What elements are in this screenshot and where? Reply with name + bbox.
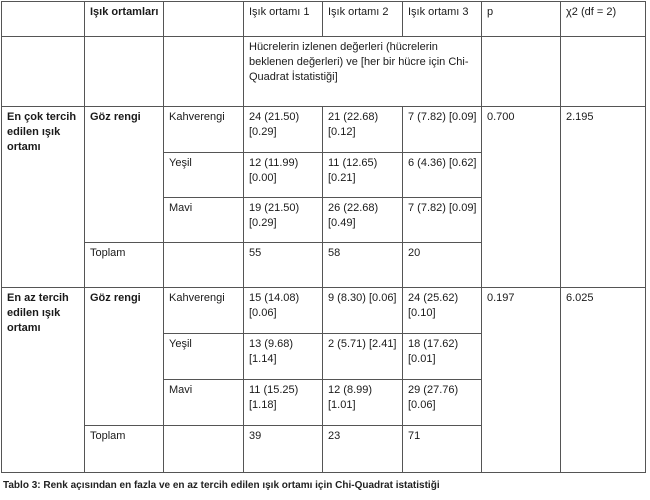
value-cell: 21 (22.68) [0.12] [323, 107, 403, 153]
total-value: 71 [403, 426, 482, 473]
value-cell: 11 (12.65) [0.21] [323, 153, 403, 198]
value-cell: 13 (9.68) [1.14] [244, 334, 323, 380]
eye-color-label: Yeşil [164, 334, 244, 380]
note-row [2, 37, 646, 107]
note-empty-5 [561, 37, 646, 107]
value-cell: 18 (17.62) [0.01] [403, 334, 482, 380]
chi2-value: 2.195 [561, 107, 646, 288]
p-value: 0.197 [482, 288, 561, 473]
header-light-3: Işık ortamı 3 [403, 2, 482, 37]
value-cell: 15 (14.08) [0.06] [244, 288, 323, 334]
header-p: p [482, 2, 561, 37]
eye-color-label: Mavi [164, 380, 244, 426]
group-title: En az tercih edilen ışık ortamı [2, 288, 85, 473]
value-cell: 24 (21.50) [0.29] [244, 107, 323, 153]
total-label: Toplam [85, 426, 164, 473]
total-value: 20 [403, 243, 482, 288]
variable-label: Göz rengi [85, 288, 164, 426]
results-table-container [1, 1, 646, 473]
table-caption: Tablo 3: Renk açısından en fazla ve en az tercih edilen ışık ortamı için Chi-Quadrat istatistiği [3, 480, 440, 491]
eye-color-label: Kahverengi [164, 288, 244, 334]
value-cell: 26 (22.68) [0.49] [323, 198, 403, 243]
eye-color-label: Yeşil [164, 153, 244, 198]
variable-label: Göz rengi [85, 107, 164, 243]
value-cell: 24 (25.62) [0.10] [403, 288, 482, 334]
total-value: 39 [244, 426, 323, 473]
total-value: 23 [323, 426, 403, 473]
header-light-2: Işık ortamı 2 [323, 2, 403, 37]
table-row [2, 288, 646, 334]
header-light-settings: Işık ortamları [85, 2, 164, 37]
header-empty-cell [164, 2, 244, 37]
total-empty-cell [164, 426, 244, 473]
value-cell: 7 (7.82) [0.09] [403, 107, 482, 153]
value-cell: 19 (21.50) [0.29] [244, 198, 323, 243]
value-cell: 6 (4.36) [0.62] [403, 153, 482, 198]
note-empty-3 [164, 37, 244, 107]
eye-color-label: Mavi [164, 198, 244, 243]
group-title: En çok tercih edilen ışık ortamı [2, 107, 85, 288]
header-light-1: Işık ortamı 1 [244, 2, 323, 37]
value-cell: 9 (8.30) [0.06] [323, 288, 403, 334]
eye-color-label: Kahverengi [164, 107, 244, 153]
value-cell: 12 (11.99) [0.00] [244, 153, 323, 198]
note-empty-1 [2, 37, 85, 107]
value-cell: 29 (27.76) [0.06] [403, 380, 482, 426]
value-cell: 11 (15.25) [1.18] [244, 380, 323, 426]
header-chi2: χ2 (df = 2) [561, 2, 646, 37]
total-empty-cell [164, 243, 244, 288]
total-value: 58 [323, 243, 403, 288]
header-corner-cell [2, 2, 85, 37]
note-empty-2 [85, 37, 164, 107]
p-value: 0.700 [482, 107, 561, 288]
value-cell: 2 (5.71) [2.41] [323, 334, 403, 380]
total-label: Toplam [85, 243, 164, 288]
chi2-value: 6.025 [561, 288, 646, 473]
header-row [2, 2, 646, 37]
value-cell: 12 (8.99) [1.01] [323, 380, 403, 426]
table-row [2, 107, 646, 153]
total-value: 55 [244, 243, 323, 288]
chi-square-table [1, 1, 646, 473]
note-cell: Hücrelerin izlenen değerleri (hücrelerin beklenen değerleri) ve [her bir hücre için Chi-Quadrat İstatistiği] [244, 37, 482, 107]
value-cell: 7 (7.82) [0.09] [403, 198, 482, 243]
note-empty-4 [482, 37, 561, 107]
